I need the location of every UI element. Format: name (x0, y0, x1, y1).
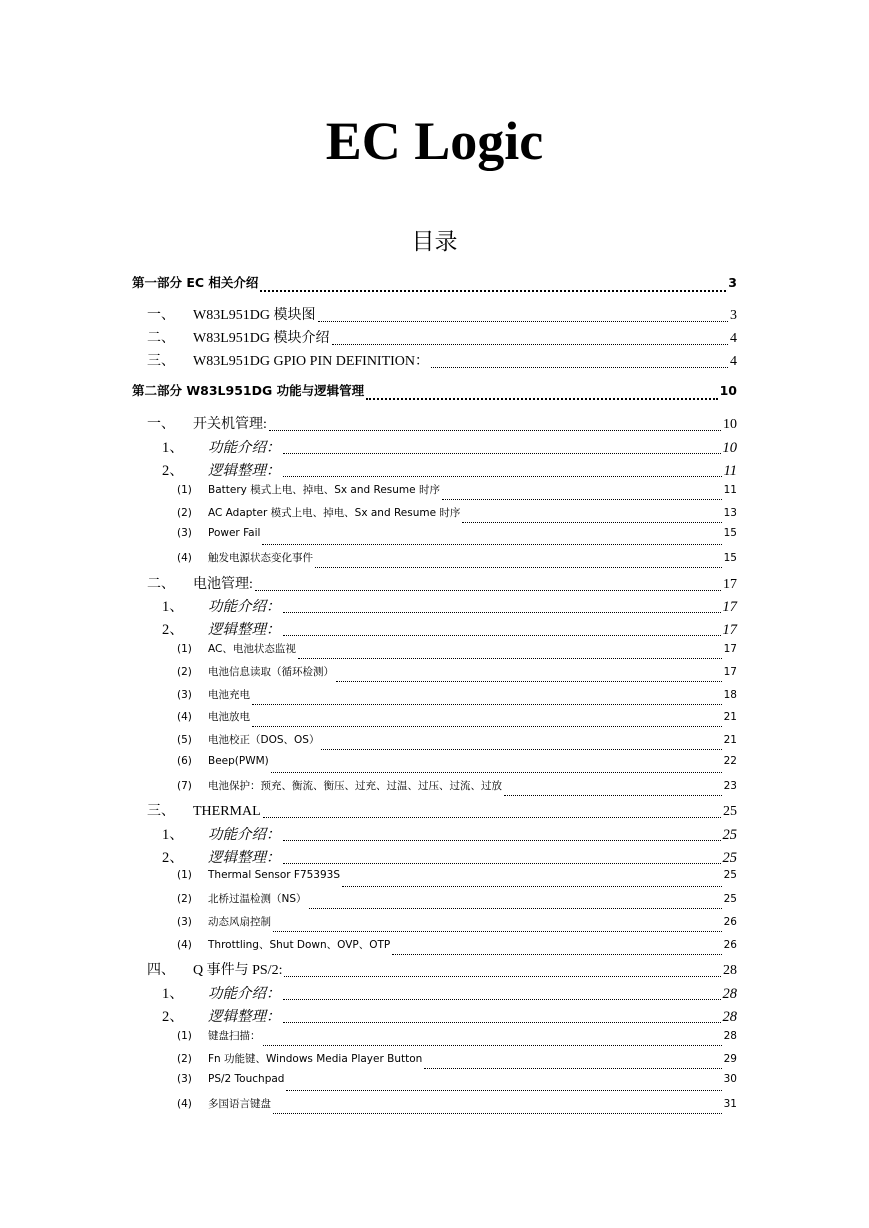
toc-entry-title: 电池信息读取（循环检测） (208, 666, 334, 678)
toc-dot-leader (366, 398, 718, 400)
toc-entry[interactable] (162, 618, 737, 640)
toc-entry-number: (4) (177, 939, 192, 951)
toc-entry-title: 触发电源状态变化事件 (208, 552, 313, 564)
toc-entry-title: 北桥过温检测（NS） (208, 893, 307, 905)
toc-entry-page: 17 (723, 643, 737, 655)
toc-entry-number: 一、 (147, 417, 175, 432)
toc-entry-title: AC、电池状态监视 (208, 643, 296, 655)
toc-dot-leader (309, 908, 722, 909)
toc-entry-page: 15 (723, 552, 737, 564)
toc-dot-leader (283, 863, 721, 864)
toc-dot-leader (504, 795, 722, 796)
toc-entry-page: 17 (723, 666, 737, 678)
toc-entry-page: 25 (722, 850, 737, 866)
toc-entry-page: 11 (723, 463, 737, 479)
toc-entry[interactable] (162, 436, 737, 458)
toc-entry-number: (2) (177, 1053, 192, 1065)
toc-entry-page: 11 (723, 484, 737, 496)
toc-entry-number: (2) (177, 893, 192, 905)
toc-entry-title: PS/2 Touchpad (208, 1073, 285, 1085)
toc-entry-title: 动态风扇控制 (208, 916, 271, 928)
toc-entry[interactable] (147, 413, 737, 435)
toc-entry-title: 电池充电 (208, 689, 250, 701)
toc-entry-page: 22 (723, 755, 737, 767)
toc-dot-leader (269, 430, 721, 431)
toc-entry-number: (3) (177, 527, 192, 539)
toc-dot-leader (273, 1113, 722, 1114)
toc-entry-page: 3 (728, 275, 737, 290)
toc-entry-page: 21 (723, 734, 737, 746)
toc-dot-leader (252, 726, 722, 727)
toc-entry[interactable] (177, 869, 737, 891)
toc-entry-title: Thermal Sensor F75393S (208, 869, 341, 881)
toc-heading: 目录 (411, 229, 458, 255)
toc-entry[interactable] (177, 687, 737, 709)
toc-entry[interactable] (132, 381, 737, 403)
toc-entry[interactable] (177, 755, 737, 777)
toc-entry-number: (3) (177, 689, 192, 701)
toc-entry-title: 电池管理: (193, 577, 253, 592)
toc-dot-leader (321, 749, 721, 750)
toc-dot-leader (273, 931, 722, 932)
toc-entry-number: (1) (177, 643, 192, 655)
toc-entry[interactable] (177, 527, 737, 549)
toc-entry-number: (5) (177, 734, 192, 746)
toc-entry-number: 1、 (162, 986, 184, 1002)
toc-dot-leader (283, 453, 721, 454)
toc-entry[interactable] (162, 459, 737, 481)
toc-entry-title: 第一部分 EC 相关介绍 (132, 275, 259, 290)
toc-entry[interactable] (162, 982, 737, 1004)
toc-entry-title: 功能介绍： (208, 440, 281, 456)
toc-entry[interactable] (162, 595, 737, 617)
toc-entry-number: 三、 (147, 804, 175, 819)
toc-entry-title: Fn 功能键、Windows Media Player Button (208, 1053, 423, 1065)
toc-entry-number: 一、 (147, 308, 175, 323)
toc-entry[interactable] (132, 273, 737, 295)
toc-entry[interactable] (147, 573, 737, 595)
document-title: EC Logic (325, 111, 544, 171)
toc-entry-title: Q 事件与 PS/2: (193, 963, 283, 978)
toc-entry-title: Beep(PWM) (208, 755, 269, 767)
toc-entry-title: 开关机管理: (193, 417, 267, 432)
toc-dot-leader (336, 681, 722, 682)
toc-entry[interactable] (177, 891, 737, 913)
toc-dot-leader (283, 840, 721, 841)
toc-entry-page: 15 (723, 527, 737, 539)
toc-entry-number: 四、 (147, 963, 175, 978)
toc-entry-page: 13 (723, 507, 737, 519)
toc-entry[interactable] (147, 327, 737, 349)
toc-entry-title: AC Adapter 模式上电、掉电、Sx and Resume 时序 (208, 507, 461, 519)
toc-entry[interactable] (177, 505, 737, 527)
toc-entry-page: 18 (723, 689, 737, 701)
toc-entry[interactable] (177, 550, 737, 572)
toc-dot-leader (298, 658, 722, 659)
toc-entry[interactable] (147, 350, 737, 372)
toc-entry-title: W83L951DG GPIO PIN DEFINITION： (193, 354, 430, 369)
toc-entry-title: 电池保护：预充、衡流、衡压、过充、过温、过压、过流、过放 (208, 780, 502, 792)
toc-entry-title: Battery 模式上电、掉电、Sx and Resume 时序 (208, 484, 440, 496)
toc-entry-number: 2、 (162, 622, 184, 638)
toc-dot-leader (263, 1045, 722, 1046)
toc-entry-number: (3) (177, 916, 192, 928)
toc-entry[interactable] (177, 1073, 737, 1095)
toc-entry-title: W83L951DG 模块图 (193, 308, 316, 323)
toc-entry-page: 28 (723, 963, 737, 978)
toc-dot-leader (431, 367, 728, 368)
toc-entry-number: (4) (177, 711, 192, 723)
toc-entry-page: 10 (719, 383, 737, 398)
toc-entry-number: (3) (177, 1073, 192, 1085)
toc-dot-leader (342, 886, 722, 887)
toc-entry[interactable] (147, 304, 737, 326)
toc-entry-number: 三、 (147, 354, 175, 369)
toc-entry-page: 4 (730, 331, 737, 346)
toc-entry[interactable] (177, 1028, 737, 1050)
toc-entry[interactable] (177, 914, 737, 936)
toc-entry[interactable] (162, 1005, 737, 1027)
toc-dot-leader (271, 772, 722, 773)
toc-dot-leader (263, 817, 721, 818)
toc-entry-number: 二、 (147, 577, 175, 592)
toc-entry[interactable] (147, 959, 737, 981)
toc-entry-page: 10 (722, 440, 737, 456)
toc-entry[interactable] (177, 1096, 737, 1118)
toc-dot-leader (252, 704, 722, 705)
toc-entry-title: 功能介绍： (208, 599, 281, 615)
toc-entry-title: 键盘扫描： (208, 1030, 261, 1042)
toc-entry-page: 25 (723, 804, 737, 819)
toc-dot-leader (442, 499, 722, 500)
toc-entry-title: 逻辑整理： (208, 622, 281, 638)
toc-entry-page: 26 (723, 916, 737, 928)
toc-entry-page: 25 (723, 893, 737, 905)
toc-dot-leader (332, 344, 729, 345)
toc-entry-number: (4) (177, 552, 192, 564)
toc-entry-title: THERMAL (193, 804, 261, 819)
toc-entry-title: W83L951DG 模块介绍 (193, 331, 330, 346)
toc-entry-number: (1) (177, 484, 192, 496)
toc-entry[interactable] (177, 709, 737, 731)
toc-entry-page: 4 (730, 354, 737, 369)
toc-entry-page: 28 (722, 986, 737, 1002)
toc-dot-leader (392, 954, 721, 955)
toc-entry-page: 10 (723, 417, 737, 432)
toc-entry-title: 电池放电 (208, 711, 250, 723)
toc-dot-leader (283, 612, 721, 613)
toc-entry-page: 28 (723, 1030, 737, 1042)
toc-entry[interactable] (177, 641, 737, 663)
toc-dot-leader (286, 1090, 721, 1091)
toc-dot-leader (283, 635, 721, 636)
toc-entry-page: 21 (723, 711, 737, 723)
toc-entry[interactable] (147, 800, 737, 822)
toc-dot-leader (283, 1022, 721, 1023)
toc-entry[interactable] (177, 1051, 737, 1073)
toc-entry[interactable] (177, 482, 737, 504)
toc-entry-page: 3 (730, 308, 737, 323)
toc-entry-title: 逻辑整理： (208, 850, 281, 866)
toc-entry[interactable] (177, 937, 737, 959)
toc-entry-page: 17 (722, 622, 737, 638)
toc-entry-number: (2) (177, 666, 192, 678)
toc-entry[interactable] (162, 823, 737, 845)
toc-entry-number: (7) (177, 780, 192, 792)
toc-entry-title: 功能介绍： (208, 827, 281, 843)
toc-entry[interactable] (177, 664, 737, 686)
toc-entry-number: (4) (177, 1098, 192, 1110)
toc-entry-number: 1、 (162, 827, 184, 843)
toc-dot-leader (255, 590, 721, 591)
toc-entry-number: 1、 (162, 599, 184, 615)
toc-entry-title: Power Fail (208, 527, 261, 539)
toc-entry-number: (6) (177, 755, 192, 767)
toc-entry-number: (2) (177, 507, 192, 519)
toc-entry-number: 2、 (162, 463, 184, 479)
toc-entry-title: Throttling、Shut Down、OVP、OTP (208, 939, 391, 951)
toc-entry-title: 电池校正（DOS、OS） (208, 734, 320, 746)
toc-dot-leader (260, 290, 726, 292)
toc-entry[interactable] (177, 778, 737, 800)
toc-entry-number: 1、 (162, 440, 184, 456)
toc-entry-page: 28 (722, 1009, 737, 1025)
toc-entry-page: 23 (723, 780, 737, 792)
toc-entry-page: 25 (722, 827, 737, 843)
toc-entry[interactable] (162, 846, 737, 868)
toc-entry-page: 26 (723, 939, 737, 951)
toc-entry-page: 17 (723, 577, 737, 592)
toc-dot-leader (424, 1068, 721, 1069)
toc-dot-leader (315, 567, 722, 568)
toc-entry-page: 17 (722, 599, 737, 615)
toc-entry-page: 29 (723, 1053, 737, 1065)
toc-entry-title: 多国语言键盘 (208, 1098, 271, 1110)
toc-entry-number: 2、 (162, 850, 184, 866)
toc-dot-leader (318, 321, 729, 322)
toc-entry-page: 31 (723, 1098, 737, 1110)
toc-entry-number: (1) (177, 1030, 192, 1042)
toc-entry-number: 2、 (162, 1009, 184, 1025)
toc-entry-title: 逻辑整理： (208, 463, 281, 479)
toc-entry-page: 30 (723, 1073, 737, 1085)
toc-entry-number: (1) (177, 869, 192, 881)
toc-entry-title: 第二部分 W83L951DG 功能与逻辑管理 (132, 383, 365, 398)
toc-entry[interactable] (177, 732, 737, 754)
toc-dot-leader (283, 999, 721, 1000)
toc-entry-title: 逻辑整理： (208, 1009, 281, 1025)
toc-entry-number: 二、 (147, 331, 175, 346)
toc-dot-leader (284, 976, 721, 977)
toc-entry-title: 功能介绍： (208, 986, 281, 1002)
toc-dot-leader (283, 476, 722, 477)
toc-dot-leader (462, 522, 721, 523)
toc-entry-page: 25 (723, 869, 737, 881)
toc-dot-leader (262, 544, 721, 545)
